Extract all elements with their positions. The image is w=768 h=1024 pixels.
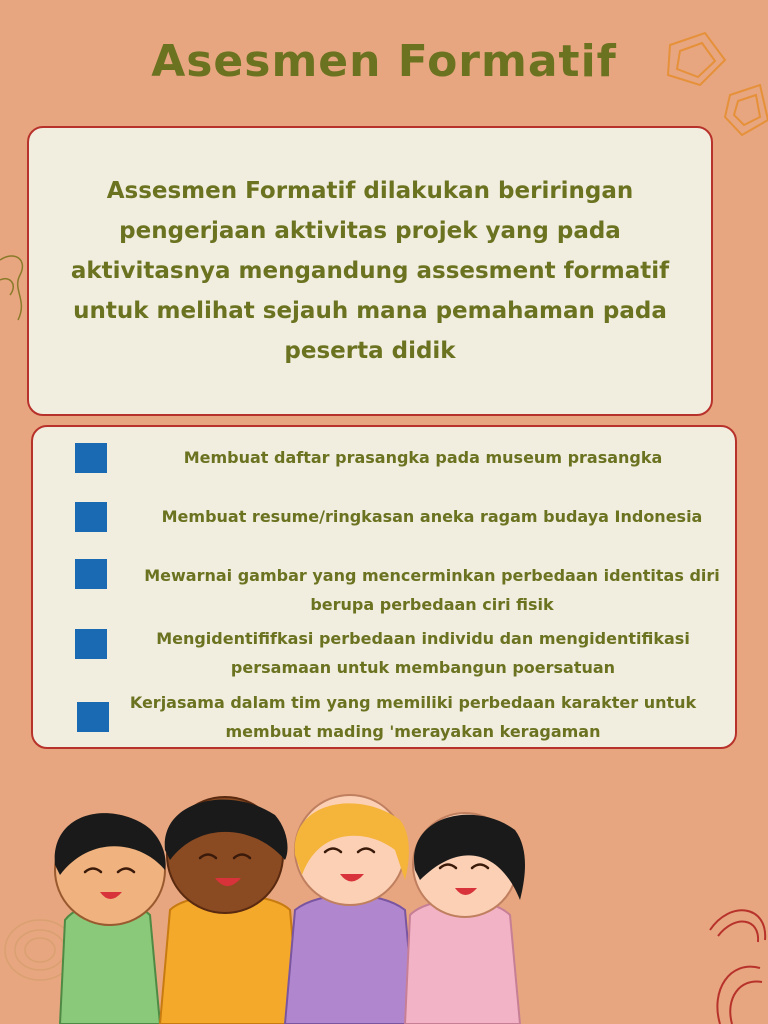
page-title: Asesmen Formatif: [151, 36, 617, 87]
square-bullet-icon: [77, 702, 109, 732]
list-item-text: Mengidentififkasi perbedaan individu dan mengidentifikasi persamaan untuk membangun poersatuan: [156, 629, 690, 677]
square-bullet-icon: [75, 559, 107, 589]
intro-text: Assesmen Formatif dilakukan beriringan pengerjaan aktivitas projek yang pada aktivitasnya mengandung assesment formatif untuk melihat sejauh mana pemahaman pada peserta didik: [70, 178, 670, 364]
list-item-text: Kerjasama dalam tim yang memiliki perbedaan karakter untuk membuat mading 'merayakan keragaman: [129, 693, 697, 741]
activity-list-panel: [31, 425, 737, 749]
list-item-text: Membuat resume/ringkasan aneka ragam budaya Indonesia: [161, 507, 703, 526]
intro-panel: [27, 126, 713, 416]
square-bullet-icon: [75, 629, 107, 659]
list-item-text: Membuat daftar prasangka pada museum prasangka: [183, 448, 663, 467]
children-illustration: [20, 780, 540, 1024]
list-item-text: Mewarnai gambar yang mencerminkan perbedaan identitas diri berupa perbedaan ciri fisik: [144, 566, 720, 614]
square-bullet-icon: [75, 443, 107, 473]
square-bullet-icon: [75, 502, 107, 532]
pasta-decoration-bottom-right: [640, 890, 768, 1024]
